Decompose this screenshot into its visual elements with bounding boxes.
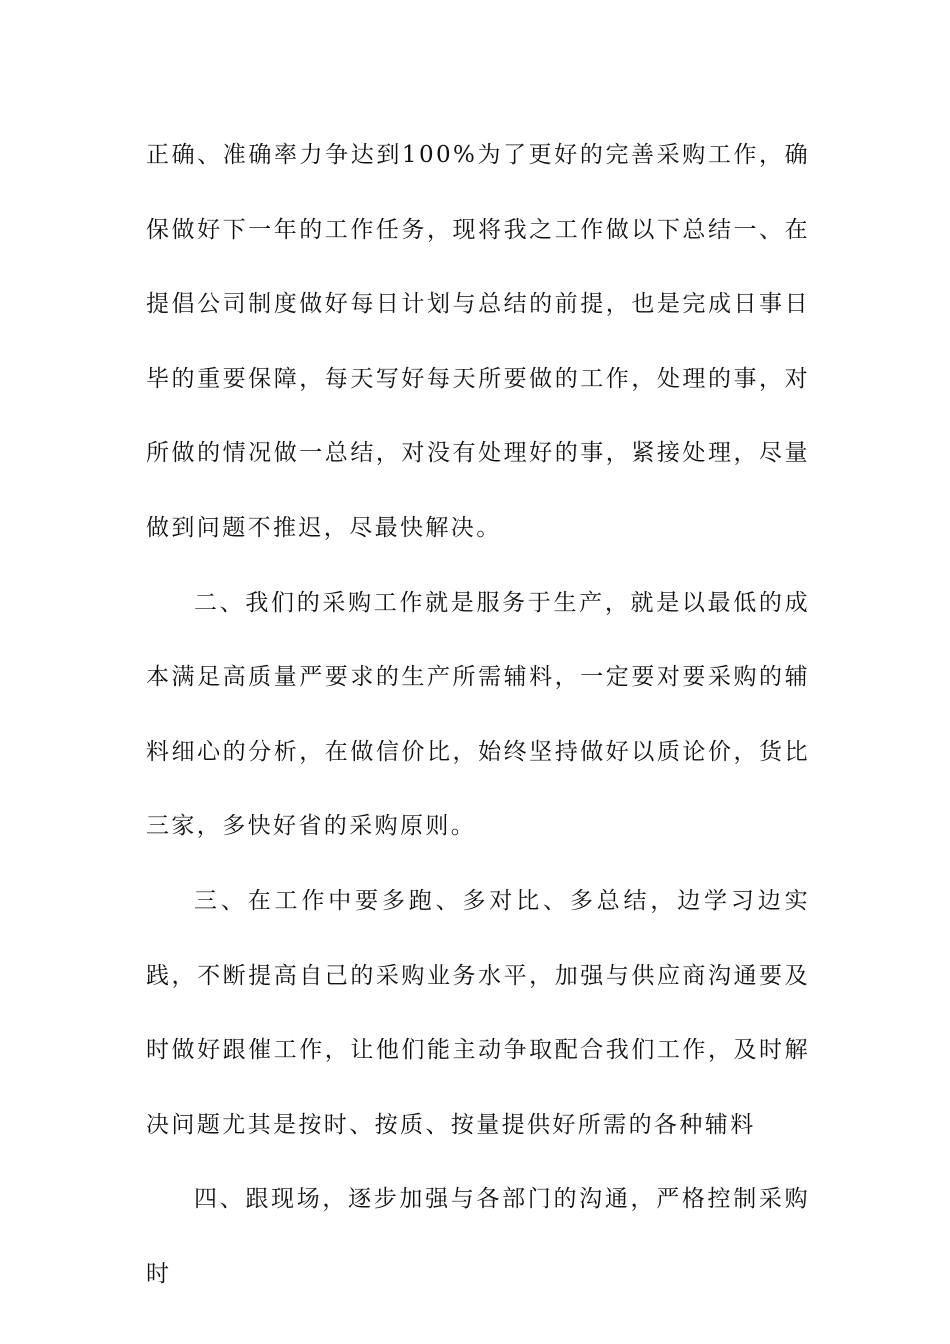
paragraph-4: 四、跟现场，逐步加强与各部门的沟通，严格控制采购时 — [146, 1186, 810, 1287]
paragraph-3: 三、在工作中要多跑、多对比、多总结，边学习边实践，不断提高自己的采购业务水平，加强与供应商沟通要及时做好跟催工作，让他们能主动争取配合我们工作，及时解决问题尤其是按时、按质、按量提供好所需的各种辅料 — [146, 887, 810, 1138]
paragraph-1-continued: 正确、准确率力争达到100%为了更好的完善采购工作，确保做好下一年的工作任务，现将我之工作做以下总结一、在提倡公司制度做好每日计划与总结的前提，也是完成日事日毕的重要保障，每天写好每天所要做的工作，处理的事，对所做的情况做一总结，对没有处理好的事，紧接处理，尽量做到问题不推迟，尽最快解决。 — [146, 142, 810, 541]
document-body — [146, 118, 810, 1312]
paragraph-2: 二、我们的采购工作就是服务于生产，就是以最低的成本满足高质量严要求的生产所需辅料，一定要对要采购的辅料细心的分析，在做信价比，始终坚持做好以质论价，货比三家，多快好省的采购原则。 — [146, 589, 810, 840]
